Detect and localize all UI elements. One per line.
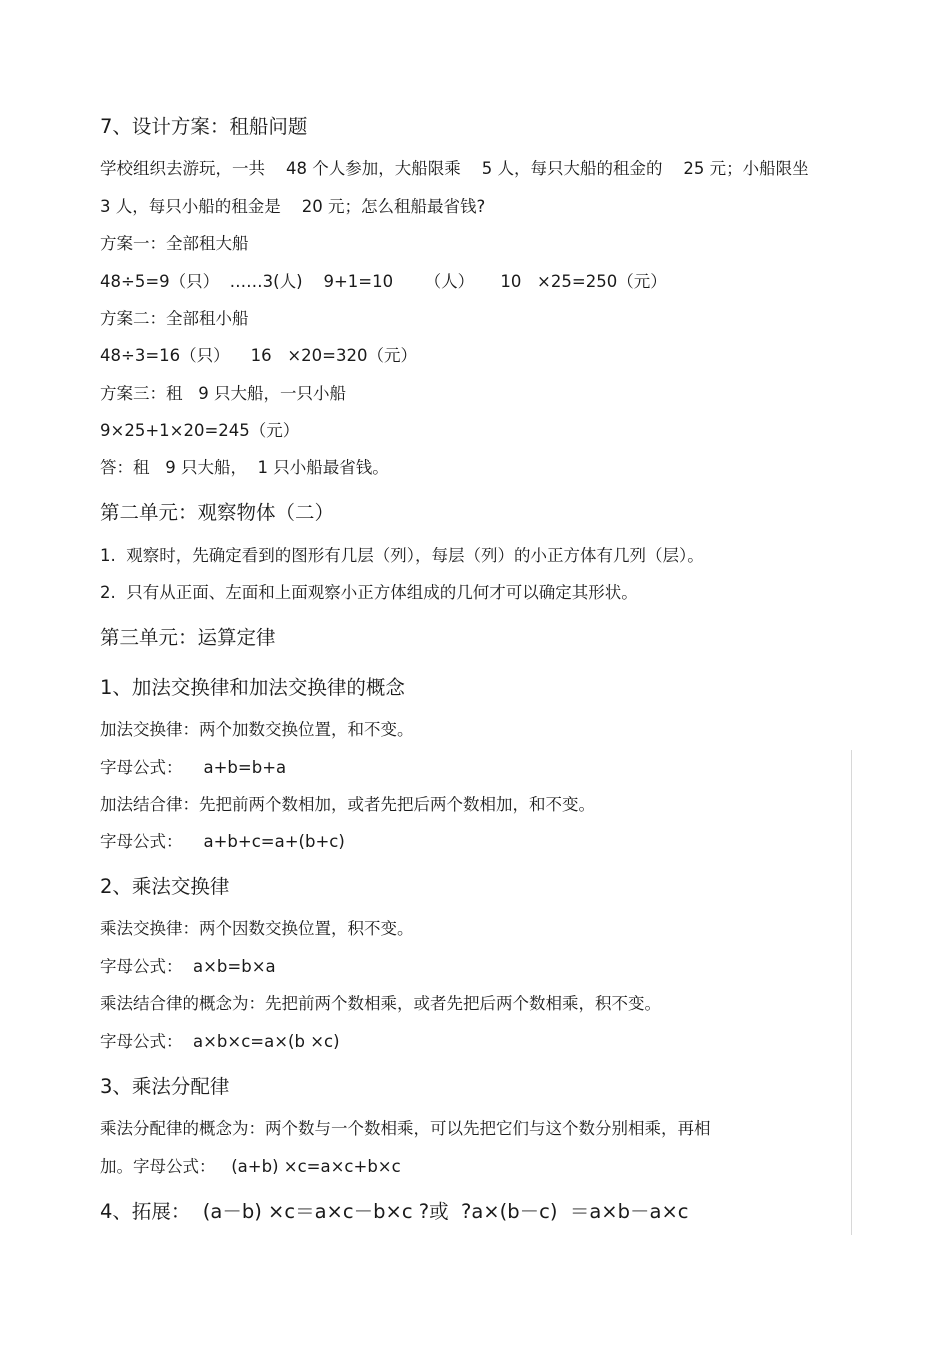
distributive-law-text-line-1: 乘法分配律的概念为：两个数与一个数相乘，可以先把它们与这个数分别相乘，再相 [100, 1119, 711, 1138]
plan-three-calculation: 9×25+1×20=245（元） [100, 421, 300, 440]
addition-commutative-text: 加法交换律：两个加数交换位置，和不变。 [100, 720, 414, 739]
addition-associative-formula: 字母公式： a+b+c=a+(b+c) [100, 832, 345, 851]
plan-one-title: 方案一：全部租大船 [100, 234, 249, 253]
unit-two-point-2: 2. 只有从正面、左面和上面观察小正方体组成的几何才可以确定其形状。 [100, 583, 638, 602]
plan-three-title: 方案三：租 9 只大船，一只小船 [100, 384, 346, 403]
margin-divider-line [851, 750, 852, 1235]
unit-three-heading: 第三单元：运算定律 [100, 626, 276, 649]
multiplication-commutative-formula: 字母公式： a×b=b×a [100, 957, 276, 976]
plan-two-title: 方案二：全部租小船 [100, 309, 249, 328]
multiplication-commutative-text: 乘法交换律：两个因数交换位置，积不变。 [100, 919, 414, 938]
problem-text-line-2: 3 人，每只小船的租金是 20 元；怎么租船最省钱? [100, 197, 486, 216]
section-heading-boat-rental: 7、设计方案：租船问题 [100, 115, 308, 138]
answer-text: 答：租 9 只大船， 1 只小船最省钱。 [100, 458, 389, 477]
multiplication-associative-formula: 字母公式： a×b×c=a×(b ×c) [100, 1032, 340, 1051]
distributive-law-text-line-2: 加。字母公式： (a+b) ×c=a×c+b×c [100, 1157, 401, 1176]
plan-one-calculation: 48÷5=9（只） ……3(人) 9+1=10 （人） 10 ×25=250（元） [100, 272, 667, 291]
plan-two-calculation: 48÷3=16（只） 16 ×20=320（元） [100, 346, 417, 365]
unit-two-heading: 第二单元：观察物体（二） [100, 501, 335, 524]
distributive-law-heading: 3、乘法分配律 [100, 1075, 230, 1098]
addition-laws-heading: 1、加法交换律和加法交换律的概念 [100, 676, 405, 699]
addition-associative-text: 加法结合律：先把前两个数相加，或者先把后两个数相加，和不变。 [100, 795, 595, 814]
multiplication-commutative-heading: 2、乘法交换律 [100, 875, 230, 898]
extension-formula: 4、拓展： (a－b) ×c＝a×c－b×c ?或 ?a×(b－c) ＝a×b－a×c [100, 1200, 689, 1223]
multiplication-associative-text: 乘法结合律的概念为：先把前两个数相乘，或者先把后两个数相乘，积不变。 [100, 994, 661, 1013]
addition-commutative-formula: 字母公式： a+b=b+a [100, 758, 287, 777]
unit-two-point-1: 1. 观察时，先确定看到的图形有几层（列），每层（列）的小正方体有几列（层）。 [100, 546, 704, 565]
problem-text-line-1: 学校组织去游玩，一共 48 个人参加，大船限乘 5 人，每只大船的租金的 25 元；小船限坐 [100, 159, 809, 178]
